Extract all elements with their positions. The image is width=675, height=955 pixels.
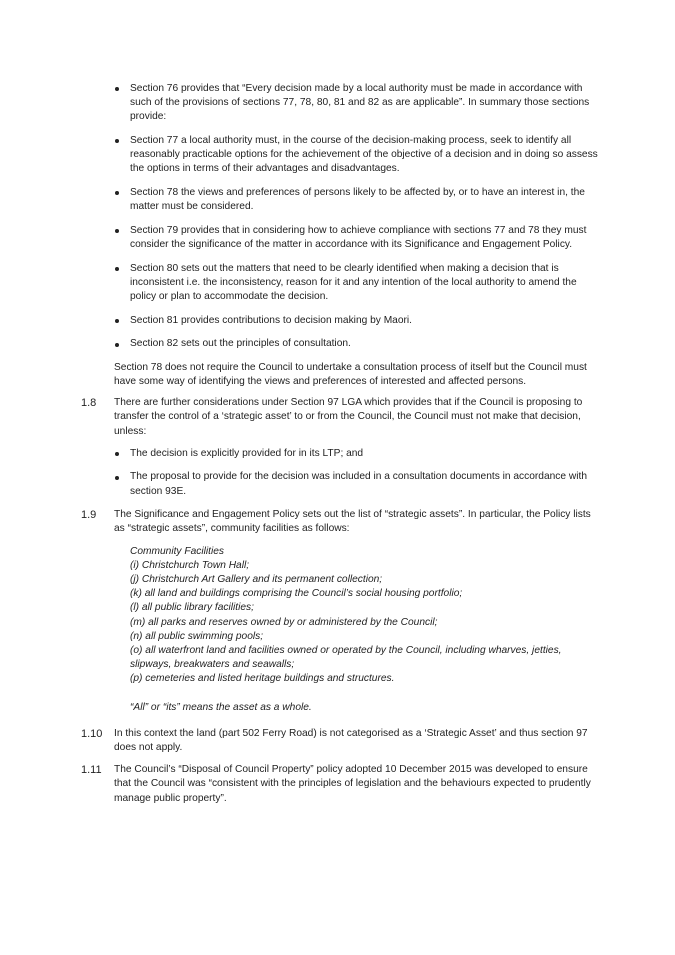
clause-text: The Significance and Engagement Policy sets out the list of “strategic assets”. In particular, the Policy lists as “strategic assets”, community facilities as follows: xyxy=(114,509,591,535)
clause-1-10 xyxy=(80,727,600,755)
section-summary-list xyxy=(114,82,600,351)
clause-text: There are further considerations under Section 97 LGA which provides that if the Council is proposing to transfer the control of a ‘strategic asset’ to or from the Council, the Council must not make that decision, unless: xyxy=(114,397,583,437)
clause-1-9 xyxy=(80,508,600,715)
quote-line: (l) all public library facilities; xyxy=(130,602,254,614)
quote-line: (n) all public swimming pools; xyxy=(130,630,264,642)
quote-line: (m) all parks and reserves owned by or administered by the Council; xyxy=(130,616,438,628)
list-item: Section 76 provides that “Every decision made by a local authority must be made in accordance with such of the provisions of sections 77, 78, 80, 81 and 82 as are applicable”. In summary those sections provide: xyxy=(114,82,600,125)
clause-number: 1.8 xyxy=(81,397,97,410)
quote-line: (k) all land and buildings comprising the Council’s social housing portfolio; xyxy=(130,588,463,600)
quote-heading: Community Facilities xyxy=(130,545,224,557)
clause-number: 1.11 xyxy=(81,764,102,777)
list-item: Section 82 sets out the principles of consultation. xyxy=(114,337,600,351)
clause-conditions-list xyxy=(114,447,600,499)
list-item: Section 78 the views and preferences of persons likely to be affected by, or to have an interest in, the matter must be considered. xyxy=(114,186,600,214)
list-item: The proposal to provide for the decision was included in a consultation documents in accordance with section 93E. xyxy=(114,470,600,498)
document-body xyxy=(80,82,600,814)
quote-closing: “All” or “its” means the asset as a whole. xyxy=(130,701,312,713)
clause-number: 1.10 xyxy=(81,727,103,740)
quote-line: (i) Christchurch Town Hall; xyxy=(130,559,250,571)
list-item: Section 80 sets out the matters that need to be clearly identified when making a decision that is inconsistent i.e. the inconsistency, reason for it and any intention of the local authority to amend the policy or plan to accommodate the decision. xyxy=(114,262,600,305)
clause-number: 1.9 xyxy=(81,509,97,522)
strategic-assets-quote xyxy=(130,545,600,715)
list-item: The decision is explicitly provided for in its LTP; and xyxy=(114,447,600,461)
clause-text: In this context the land (part 502 Ferry Road) is not categorised as a ‘Strategic Asset’ and thus section 97 does not apply. xyxy=(114,727,588,754)
clause-1-8 xyxy=(80,396,600,499)
clause-text: The Council’s “Disposal of Council Property” policy adopted 10 December 2015 was developed to ensure that the Council was “consistent with the principles of legislation and the behaviours expected to prudently manage public property”. xyxy=(114,764,591,804)
section78-note: Section 78 does not require the Council to undertake a consultation process of itself but the Council must have some way of identifying the views and preferences of interested and affected persons. xyxy=(114,361,587,387)
list-item: Section 77 a local authority must, in the course of the decision-making process, seek to identify all reasonably practicable options for the achievement of the objective of a decision and in doing so assess the options in terms of their advantages and disadvantages. xyxy=(114,134,600,177)
quote-line: (o) all waterfront land and facilities owned or operated by the Council, including wharves, jetties, slipways, breakwaters and seawalls; xyxy=(130,645,562,671)
quote-line: (j) Christchurch Art Gallery and its permanent collection; xyxy=(130,574,383,585)
quote-line: (p) cemeteries and listed heritage buildings and structures. xyxy=(130,673,395,685)
clause-1-11 xyxy=(80,763,600,806)
quote-spacer xyxy=(130,687,600,701)
list-item: Section 79 provides that in considering how to achieve compliance with sections 77 and 78 they must consider the significance of the matter in accordance with its Significance and Engagement Policy. xyxy=(114,224,600,252)
list-item: Section 81 provides contributions to decision making by Maori. xyxy=(114,314,600,328)
